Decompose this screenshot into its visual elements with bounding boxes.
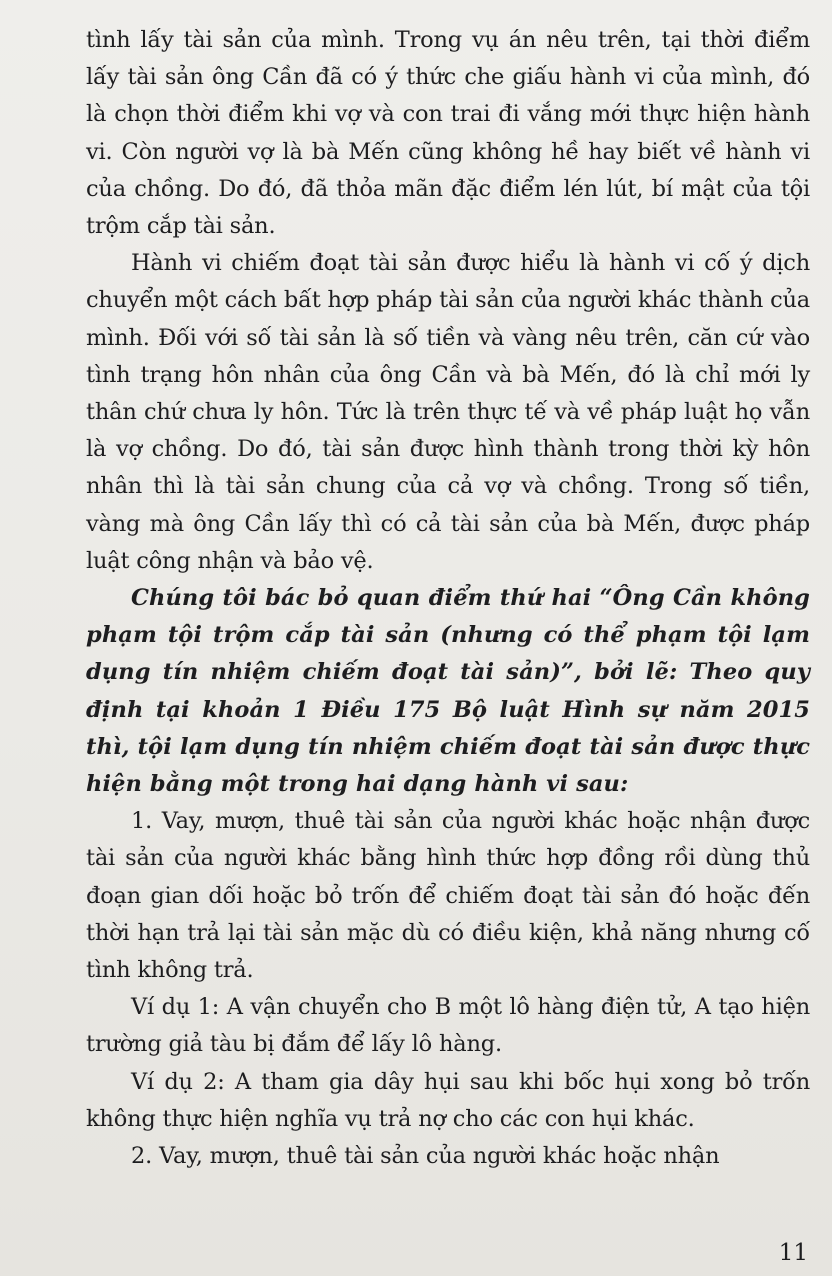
paragraph-item-1: 1. Vay, mượn, thuê tài sản của người khác hoặc nhận được tài sản của người khác bằng hình thức hợp đồng rồi dùng thủ đoạn gian dối hoặc bỏ trốn để chiếm đoạt tài sản đó hoặc đến thời hạn trả lại tài sản mặc dù có điều kiện, khả năng nhưng cố tình không trả. <box>86 808 810 984</box>
paragraph-rejection-emphasis: Chúng tôi bác bỏ quan điểm thứ hai “Ông Cần không phạm tội trộm cắp tài sản (nhưng có thể phạm tội lạm dụng tín nhiệm chiếm đoạt tài sản)”, bởi lẽ: Theo quy định tại khoản 1 Điều 175 Bộ luật Hình sự năm 2015 thì, tội lạm dụng tín nhiệm chiếm đoạt tài sản được thực hiện bằng một trong hai dạng hành vi sau: <box>86 585 810 798</box>
body-text <box>86 22 810 1175</box>
paragraph-example-1: Ví dụ 1: A vận chuyển cho B một lô hàng điện tử, A tạo hiện trường giả tàu bị đắm để lấy lô hàng. <box>86 994 810 1058</box>
paragraph-item-2: 2. Vay, mượn, thuê tài sản của người khác hoặc nhận <box>131 1143 720 1170</box>
page-number: 11 <box>778 1240 808 1266</box>
paragraph-example-2: Ví dụ 2: A tham gia dây hụi sau khi bốc hụi xong bỏ trốn không thực hiện nghĩa vụ trả nợ cho các con hụi khác. <box>86 1068 810 1132</box>
paragraph-continued: tình lấy tài sản của mình. Trong vụ án nêu trên, tại thời điểm lấy tài sản ông Cần đã có ý thức che giấu hành vi của mình, đó là chọn thời điểm khi vợ và con trai đi vắng mới thực hiện hành vi. Còn người vợ là bà Mến cũng không hề hay biết về hành vi của chồng. Do đó, đã thỏa mãn đặc điểm lén lút, bí mật của tội trộm cắp tài sản. <box>86 27 810 240</box>
paragraph-appropriation-definition: Hành vi chiếm đoạt tài sản được hiểu là hành vi cố ý dịch chuyển một cách bất hợp pháp tài sản của người khác thành của mình. Đối với số tài sản là số tiền và vàng nêu trên, căn cứ vào tình trạng hôn nhân của ông Cần và bà Mến, đó là chỉ mới ly thân chứ chưa ly hôn. Tức là trên thực tế và về pháp luật họ vẫn là vợ chồng. Do đó, tài sản được hình thành trong thời kỳ hôn nhân thì là tài sản chung của cả vợ và chồng. Trong số tiền, vàng mà ông Cần lấy thì có cả tài sản của bà Mến, được pháp luật công nhận và bảo vệ. <box>86 250 810 574</box>
